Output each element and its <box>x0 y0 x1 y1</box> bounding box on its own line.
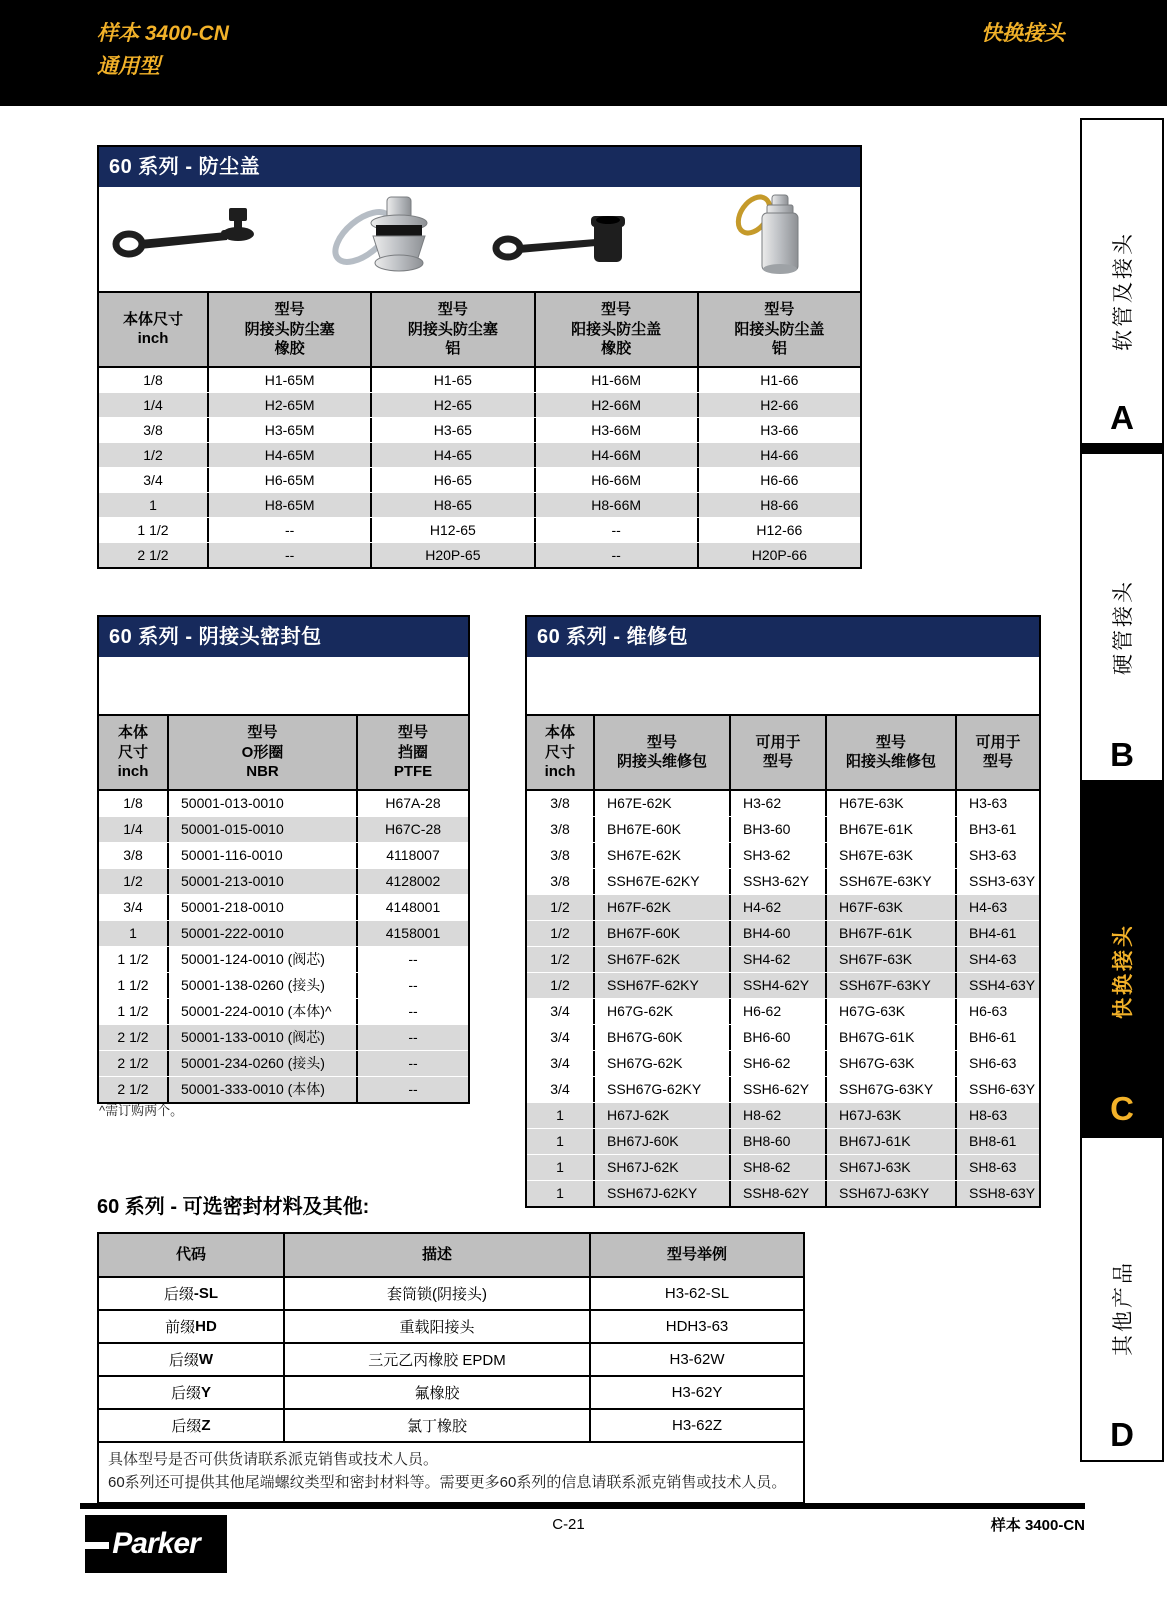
table-cell: H1-66M <box>534 368 697 392</box>
table-cell: 3/8 <box>123 847 143 863</box>
table-cell: H3-62W <box>589 1344 803 1375</box>
table-cell: SH67J-62K <box>593 1155 729 1180</box>
table-cell: H4-65 <box>370 443 533 467</box>
table-cell: 1 1/2 <box>117 1003 149 1019</box>
table-cell: 3/8 <box>550 873 570 889</box>
table-row <box>99 417 860 442</box>
table-cell: SSH67J-63KY <box>825 1181 955 1206</box>
options-heading: 60 系列 - 可选密封材料及其他: <box>97 1196 370 1218</box>
table-row <box>527 1024 1039 1050</box>
table-cell: SH67F-62K <box>593 947 729 972</box>
table-row <box>527 868 1039 894</box>
table-cell: 1/8 <box>123 795 143 811</box>
catalog-type: 通用型 <box>97 54 160 78</box>
table-cell: 3/4 <box>550 1029 570 1045</box>
column-header: 型号 阴接头防尘塞 橡胶 <box>207 293 370 366</box>
column-header: 本体 尺寸 inch <box>117 724 149 780</box>
table-cell: 1 1/2 <box>117 951 149 967</box>
table-cell: H12-65 <box>370 518 533 542</box>
table-cell: 重载阳接头 <box>283 1311 589 1342</box>
table-cell: H20P-65 <box>370 543 533 567</box>
sidebar-tab-c-letter: C <box>1110 1090 1134 1127</box>
table-cell: -- <box>356 999 468 1024</box>
seal-kit-image-placeholder <box>99 657 468 716</box>
sidebar-tab-a-letter: A <box>1110 399 1134 436</box>
table-row <box>527 946 1039 972</box>
table-row <box>527 1154 1039 1180</box>
dust-cap-table-title: 60 系列 - 防尘盖 <box>99 147 860 187</box>
table-cell: 氯丁橡胶 <box>283 1410 589 1441</box>
table-cell: 1/8 <box>143 371 163 388</box>
table-cell: 1/2 <box>550 925 570 941</box>
table-cell: BH3-61 <box>955 817 1039 842</box>
table-cell: SSH4-63Y <box>955 973 1039 998</box>
table-cell: 1 <box>129 925 137 941</box>
table-row <box>527 998 1039 1024</box>
table-cell: 4158001 <box>356 921 468 946</box>
table-cell: BH67G-61K <box>825 1025 955 1050</box>
table-cell: 1/2 <box>550 899 570 915</box>
options-table <box>97 1232 805 1504</box>
column-header: 可用于 型号 <box>955 716 1039 789</box>
table-cell: 2 1/2 <box>117 1055 149 1071</box>
seal-kit-footnote: ^需订购两个。 <box>99 1103 184 1118</box>
table-cell: 1/4 <box>143 396 163 413</box>
table-cell: 1/2 <box>143 446 163 463</box>
table-cell: SSH4-62Y <box>729 973 825 998</box>
table-cell: 1 <box>556 1159 564 1175</box>
table-row <box>99 517 860 542</box>
table-cell: H6-63 <box>955 999 1039 1024</box>
table-row <box>99 894 468 920</box>
table-cell: H4-66M <box>534 443 697 467</box>
table-cell: SH67F-63K <box>825 947 955 972</box>
table-row <box>527 816 1039 842</box>
table-cell: H1-65M <box>207 368 370 392</box>
table-row <box>99 816 468 842</box>
table-row <box>99 998 468 1024</box>
female-aluminum-dust-plug-photo <box>289 193 479 285</box>
parker-logo-text: Parker <box>112 1527 200 1560</box>
banner-right <box>981 18 1065 51</box>
table-cell: -- <box>207 518 370 542</box>
table-cell: BH67F-60K <box>593 921 729 946</box>
repair-kit-header-row <box>527 716 1039 789</box>
table-cell: SSH6-62Y <box>729 1077 825 1102</box>
table-cell: 1 1/2 <box>117 977 149 993</box>
table-cell: -- <box>356 1051 468 1076</box>
table-cell: SSH3-62Y <box>729 869 825 894</box>
table-cell: SSH67F-62KY <box>593 973 729 998</box>
table-row <box>527 1076 1039 1102</box>
table-cell: H8-63 <box>955 1103 1039 1128</box>
table-cell: SSH8-62Y <box>729 1181 825 1206</box>
table-cell: H67G-62K <box>593 999 729 1024</box>
table-cell: 套筒锁(阴接头) <box>283 1278 589 1309</box>
table-cell: SSH67F-63KY <box>825 973 955 998</box>
table-cell: SH67G-63K <box>825 1051 955 1076</box>
table-cell: BH67J-60K <box>593 1129 729 1154</box>
table-cell: 3/4 <box>143 471 163 488</box>
repair-kit-table-title: 60 系列 - 维修包 <box>527 617 1039 657</box>
table-cell: SH6-63 <box>955 1051 1039 1076</box>
table-cell: H8-66M <box>534 493 697 517</box>
table-row <box>99 868 468 894</box>
table-cell: 50001-234-0260 (接头) <box>167 1051 356 1076</box>
table-cell: H8-66 <box>697 493 860 517</box>
table-cell: 3/4 <box>550 1081 570 1097</box>
table-cell: SSH6-63Y <box>955 1077 1039 1102</box>
section-name: 快换接头 <box>981 22 1065 45</box>
table-cell: 2 1/2 <box>137 546 169 563</box>
table-cell: SH67J-63K <box>825 1155 955 1180</box>
table-row <box>527 791 1039 816</box>
table-cell: H12-66 <box>697 518 860 542</box>
table-cell: SH3-63 <box>955 843 1039 868</box>
table-row <box>99 1375 803 1408</box>
table-cell: H20P-66 <box>697 543 860 567</box>
table-cell: H67J-62K <box>593 1103 729 1128</box>
sidebar-tab-d-letter: D <box>1110 1416 1134 1453</box>
table-row <box>527 920 1039 946</box>
table-cell: BH67E-60K <box>593 817 729 842</box>
table-cell: H1-65 <box>370 368 533 392</box>
sidebar-tab-hose-fittings <box>1080 118 1164 452</box>
table-cell: BH67F-61K <box>825 921 955 946</box>
table-cell: 50001-218-0010 <box>167 895 356 920</box>
male-aluminum-dust-cap-photo <box>670 193 860 285</box>
table-cell: SH4-62 <box>729 947 825 972</box>
table-cell: SSH67G-63KY <box>825 1077 955 1102</box>
repair-kit-image-placeholder <box>527 657 1039 716</box>
column-header: 型号 阴接头维修包 <box>593 716 729 789</box>
table-row <box>99 920 468 946</box>
table-cell: H2-66M <box>534 393 697 417</box>
table-cell: 4118007 <box>356 843 468 868</box>
table-cell: 4148001 <box>356 895 468 920</box>
table-cell: H3-62Y <box>589 1377 803 1408</box>
table-cell: H3-66 <box>697 418 860 442</box>
table-row <box>527 1102 1039 1128</box>
seal-kit-table <box>97 615 470 1104</box>
column-header: 型号 挡圈 PTFE <box>356 716 468 789</box>
table-cell: BH67E-61K <box>825 817 955 842</box>
table-cell: H4-63 <box>955 895 1039 920</box>
table-row <box>99 392 860 417</box>
table-cell: 3/4 <box>123 899 143 915</box>
table-cell: H8-65 <box>370 493 533 517</box>
repair-kit-table <box>525 615 1041 1208</box>
table-cell: 3/8 <box>550 821 570 837</box>
column-header: 型号 阳接头防尘盖 橡胶 <box>534 293 697 366</box>
table-cell: BH6-61 <box>955 1025 1039 1050</box>
seal-kit-body <box>99 789 468 1102</box>
table-cell: H8-62 <box>729 1103 825 1128</box>
table-cell: H67F-62K <box>593 895 729 920</box>
table-cell: 后缀 Y <box>170 1384 212 1402</box>
table-cell: H3-65 <box>370 418 533 442</box>
sidebar-tab-a-label: 软管及接头 <box>1112 230 1135 351</box>
table-cell: SH67E-63K <box>825 843 955 868</box>
sidebar-tab-b-letter: B <box>1110 736 1134 773</box>
banner-left <box>97 18 229 83</box>
table-cell: H67J-63K <box>825 1103 955 1128</box>
table-cell: BH6-60 <box>729 1025 825 1050</box>
table-row <box>99 972 468 998</box>
table-cell: 1 1/2 <box>137 521 169 538</box>
table-cell: SSH67E-62KY <box>593 869 729 894</box>
table-cell: 2 1/2 <box>117 1081 149 1097</box>
column-header: 描述 <box>283 1234 589 1276</box>
table-cell: 1 <box>556 1185 564 1201</box>
table-cell: H67G-63K <box>825 999 955 1024</box>
table-cell: H6-66 <box>697 468 860 492</box>
sidebar-tab-c-label: 快换接头 <box>1112 923 1135 1020</box>
column-header: 本体尺寸 inch <box>122 310 183 348</box>
table-cell: H4-66 <box>697 443 860 467</box>
table-row <box>99 1309 803 1342</box>
parker-logo-bar <box>85 1542 109 1549</box>
table-cell: -- <box>356 1077 468 1102</box>
table-cell: 50001-124-0010 (阀芯) <box>167 947 356 972</box>
table-cell: -- <box>356 1025 468 1050</box>
table-cell: 50001-138-0260 (接头) <box>167 973 356 998</box>
table-cell: BH67J-61K <box>825 1129 955 1154</box>
options-header-row <box>99 1234 803 1276</box>
table-cell: 1 <box>556 1133 564 1149</box>
table-cell: 后缀 W <box>168 1351 214 1369</box>
column-header: 代码 <box>175 1246 206 1264</box>
table-row <box>99 1278 803 1309</box>
dust-cap-header-row <box>99 293 860 366</box>
table-cell: H3-66M <box>534 418 697 442</box>
table-cell: 2 1/2 <box>117 1029 149 1045</box>
table-cell: 50001-333-0010 (本体) <box>167 1077 356 1102</box>
table-cell: H6-66M <box>534 468 697 492</box>
table-cell: H6-65M <box>207 468 370 492</box>
table-row <box>99 368 860 392</box>
table-cell: 3/8 <box>550 795 570 811</box>
table-row <box>527 972 1039 998</box>
table-cell: SH4-63 <box>955 947 1039 972</box>
table-cell: SSH67E-63KY <box>825 869 955 894</box>
table-cell: 50001-013-0010 <box>167 791 356 816</box>
table-row <box>527 1128 1039 1154</box>
table-cell: SSH67J-62KY <box>593 1181 729 1206</box>
table-cell: 50001-213-0010 <box>167 869 356 894</box>
column-header: 型号 阳接头防尘盖 铝 <box>697 293 860 366</box>
table-cell: 1 <box>556 1107 564 1123</box>
table-cell: SH8-63 <box>955 1155 1039 1180</box>
table-cell: SH67E-62K <box>593 843 729 868</box>
table-cell: 三元乙丙橡胶 EPDM <box>283 1344 589 1375</box>
dust-cap-body <box>99 366 860 567</box>
table-cell: BH67G-60K <box>593 1025 729 1050</box>
column-header: 型号举例 <box>589 1234 803 1276</box>
table-cell: H2-66 <box>697 393 860 417</box>
table-cell: 后缀 -SL <box>163 1285 219 1303</box>
table-row <box>99 1076 468 1102</box>
table-cell: BH8-61 <box>955 1129 1039 1154</box>
table-row <box>527 842 1039 868</box>
table-row <box>527 1050 1039 1076</box>
table-cell: 50001-116-0010 <box>167 843 356 868</box>
table-row <box>99 542 860 567</box>
table-cell: H67C-28 <box>356 817 468 842</box>
column-header: 本体 尺寸 inch <box>544 724 576 780</box>
table-cell: H2-65 <box>370 393 533 417</box>
table-row <box>99 1408 803 1441</box>
column-header: 型号 O形圈 NBR <box>167 716 356 789</box>
table-cell: H67A-28 <box>356 791 468 816</box>
sidebar-tab-other-products <box>1080 1136 1164 1462</box>
table-cell: H6-65 <box>370 468 533 492</box>
table-cell: 50001-133-0010 (阀芯) <box>167 1025 356 1050</box>
table-row <box>99 791 468 816</box>
table-cell: H67F-63K <box>825 895 955 920</box>
sidebar-tab-tube-fittings <box>1080 452 1164 780</box>
table-cell: H8-65M <box>207 493 370 517</box>
options-notes <box>99 1441 803 1502</box>
table-cell: SSH67G-62KY <box>593 1077 729 1102</box>
table-cell: H3-62 <box>729 791 825 816</box>
table-cell: SH8-62 <box>729 1155 825 1180</box>
table-cell: H2-65M <box>207 393 370 417</box>
table-cell: -- <box>534 543 697 567</box>
sidebar-tab-b-label: 硬管接头 <box>1112 578 1135 675</box>
sidebar-tab-quick-couplings-active <box>1080 780 1164 1136</box>
table-cell: 1/2 <box>550 951 570 967</box>
product-image-strip <box>99 187 860 293</box>
table-cell: -- <box>534 518 697 542</box>
table-cell: 50001-222-0010 <box>167 921 356 946</box>
seal-kit-header-row <box>99 716 468 789</box>
female-rubber-dust-plug-photo <box>99 196 289 282</box>
footer-catalog-code: 样本 3400-CN <box>990 1517 1085 1534</box>
table-cell: SH6-62 <box>729 1051 825 1076</box>
table-cell: 4128002 <box>356 869 468 894</box>
table-cell: H3-62Z <box>589 1410 803 1441</box>
table-cell: BH3-60 <box>729 817 825 842</box>
table-row <box>99 467 860 492</box>
table-cell: 前缀 HD <box>165 1318 217 1336</box>
table-cell: 50001-015-0010 <box>167 817 356 842</box>
repair-kit-body <box>527 789 1039 1206</box>
page-number: C-21 <box>552 1516 585 1533</box>
table-cell: 3/8 <box>143 421 163 438</box>
column-header: 可用于 型号 <box>729 716 825 789</box>
table-row <box>99 492 860 517</box>
table-cell: H3-62-SL <box>589 1278 803 1309</box>
options-body <box>99 1276 803 1441</box>
table-cell: 氟橡胶 <box>283 1377 589 1408</box>
table-cell: 3/4 <box>550 1055 570 1071</box>
column-header: 型号 阴接头防尘塞 铝 <box>370 293 533 366</box>
column-header: 型号 阳接头维修包 <box>825 716 955 789</box>
table-cell: 1 <box>149 496 157 513</box>
table-row <box>99 842 468 868</box>
options-note-line1: 具体型号是否可供货请联系派克销售或技术人员。 <box>108 1451 439 1468</box>
table-cell: HDH3-63 <box>589 1311 803 1342</box>
options-note-line2: 60系列还可提供其他尾端螺纹类型和密封材料等。需要更多60系列的信息请联系派克销售或技术人员。 <box>108 1473 787 1491</box>
table-cell: H67E-63K <box>825 791 955 816</box>
table-row <box>99 442 860 467</box>
table-cell: H4-65M <box>207 443 370 467</box>
table-row <box>99 1342 803 1375</box>
table-cell: H1-66 <box>697 368 860 392</box>
dust-cap-table <box>97 145 862 569</box>
table-cell: 3/8 <box>550 847 570 863</box>
table-cell: SH3-62 <box>729 843 825 868</box>
table-cell: 1/2 <box>123 873 143 889</box>
top-banner <box>0 0 1167 106</box>
table-cell: BH4-60 <box>729 921 825 946</box>
table-cell: H4-62 <box>729 895 825 920</box>
table-cell: 1/4 <box>123 821 143 837</box>
table-row <box>99 1024 468 1050</box>
sidebar-tab-d-label: 其他产品 <box>1112 1260 1135 1357</box>
seal-kit-table-title: 60 系列 - 阴接头密封包 <box>99 617 468 657</box>
table-cell: BH8-60 <box>729 1129 825 1154</box>
table-row <box>527 1180 1039 1206</box>
male-rubber-dust-cap-photo <box>480 196 670 282</box>
table-cell: SH67G-62K <box>593 1051 729 1076</box>
table-cell: 1/2 <box>550 977 570 993</box>
table-cell: -- <box>207 543 370 567</box>
table-cell: SSH3-63Y <box>955 869 1039 894</box>
table-cell: 50001-224-0010 (本体)^ <box>167 999 356 1024</box>
table-cell: SSH8-63Y <box>955 1181 1039 1206</box>
table-cell: 后缀 Z <box>171 1417 211 1435</box>
footer-rule <box>80 1503 1085 1509</box>
table-cell: -- <box>356 947 468 972</box>
table-cell: BH4-61 <box>955 921 1039 946</box>
table-cell: H3-65M <box>207 418 370 442</box>
table-row <box>527 894 1039 920</box>
table-cell: -- <box>356 973 468 998</box>
table-cell: 3/4 <box>550 1003 570 1019</box>
table-row <box>99 946 468 972</box>
table-cell: H6-62 <box>729 999 825 1024</box>
catalog-code: 样本 3400-CN <box>97 22 229 45</box>
table-cell: H67E-62K <box>593 791 729 816</box>
table-cell: H3-63 <box>955 791 1039 816</box>
table-row <box>99 1050 468 1076</box>
